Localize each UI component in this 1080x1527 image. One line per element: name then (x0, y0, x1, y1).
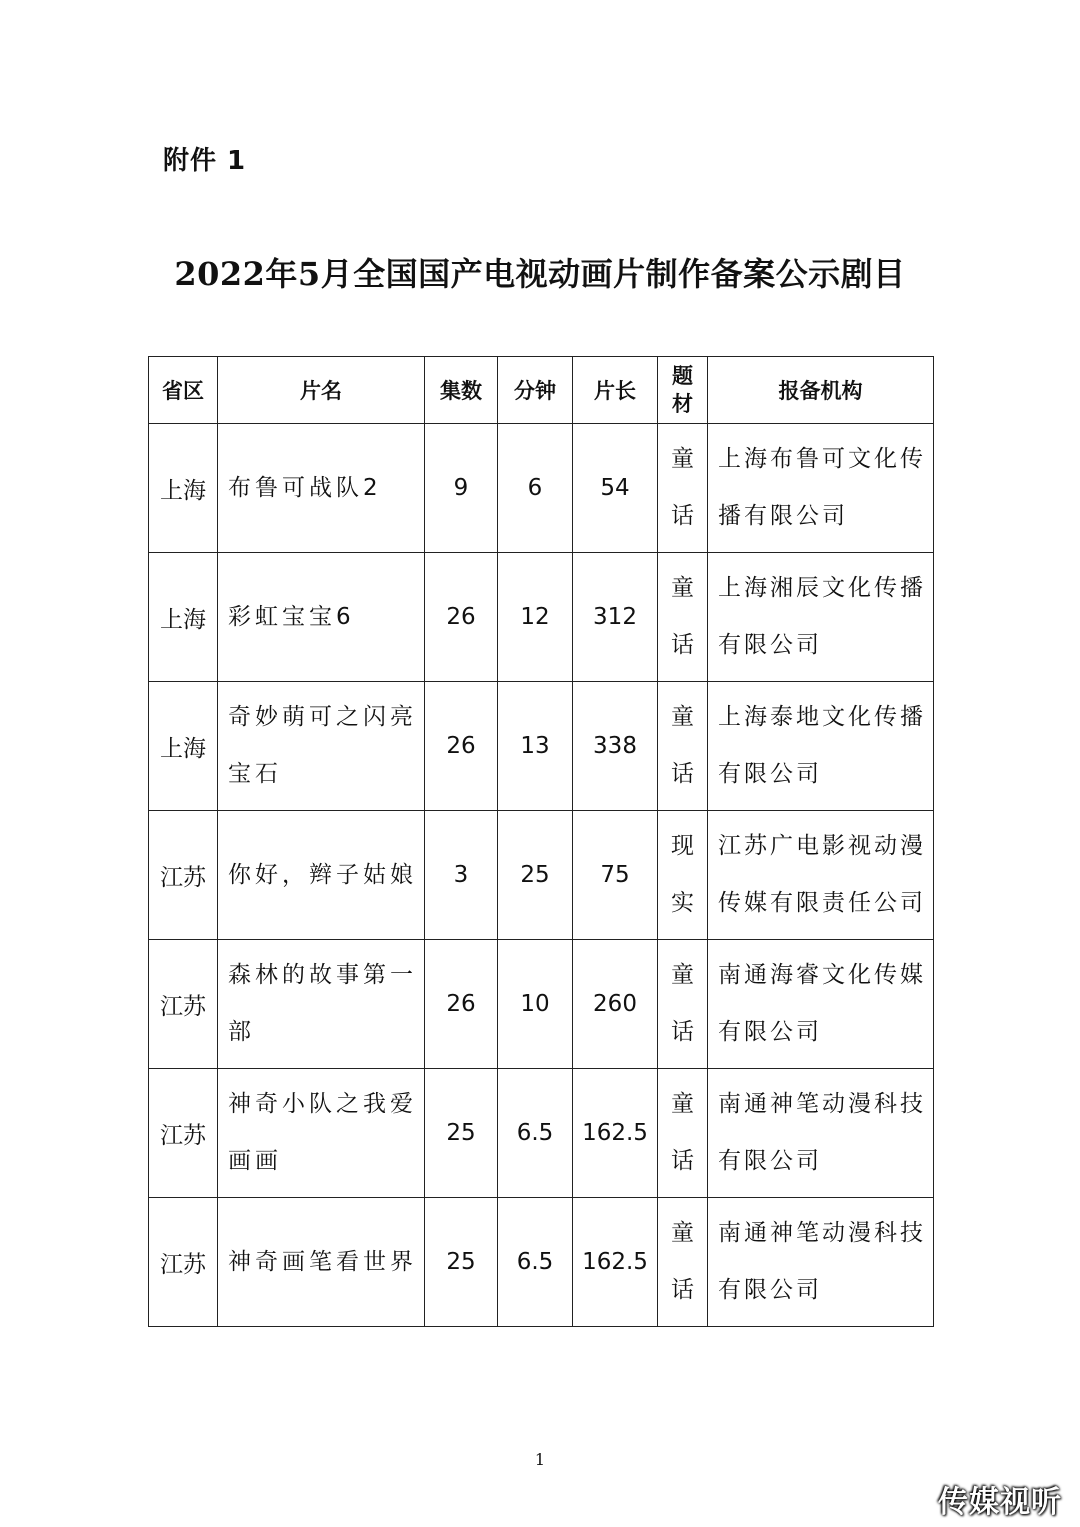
table-header-row (149, 357, 934, 424)
cell-genre-line2: 话 (671, 632, 694, 658)
cell-episodes: 26 (425, 553, 498, 682)
table-row (149, 682, 934, 811)
filing-table (148, 356, 934, 1327)
cell-province: 江苏 (149, 1069, 218, 1198)
cell-genre (658, 940, 708, 1069)
cell-episodes: 3 (425, 811, 498, 940)
cell-name: 神奇小队之我爱画画 (218, 1069, 425, 1198)
header-province: 省区 (149, 357, 218, 424)
table-row (149, 811, 934, 940)
cell-genre-line2: 话 (671, 761, 694, 787)
cell-province: 上海 (149, 553, 218, 682)
cell-episodes: 26 (425, 940, 498, 1069)
cell-length: 338 (573, 682, 658, 811)
cell-province: 江苏 (149, 940, 218, 1069)
cell-genre-line2: 话 (671, 503, 694, 529)
cell-org: 南通海睿文化传媒有限公司 (708, 940, 934, 1069)
cell-genre-line1: 童 (671, 1091, 694, 1117)
cell-genre-line2: 话 (671, 1277, 694, 1303)
document-title: 2022年5月全国国产电视动画片制作备案公示剧目 (174, 255, 906, 293)
cell-genre (658, 1198, 708, 1327)
table-row (149, 940, 934, 1069)
cell-length: 75 (573, 811, 658, 940)
cell-genre-line2: 话 (671, 1019, 694, 1045)
cell-length: 162.5 (573, 1198, 658, 1327)
cell-genre-line1: 童 (671, 446, 694, 472)
cell-org: 南通神笔动漫科技有限公司 (708, 1198, 934, 1327)
cell-genre-line1: 童 (671, 1220, 694, 1246)
table-row (149, 424, 934, 553)
cell-minutes: 10 (498, 940, 573, 1069)
cell-episodes: 25 (425, 1198, 498, 1327)
watermark-text: 传媒视听 (938, 1485, 1062, 1520)
cell-genre (658, 811, 708, 940)
cell-province: 江苏 (149, 1198, 218, 1327)
cell-episodes: 25 (425, 1069, 498, 1198)
cell-minutes: 12 (498, 553, 573, 682)
table-row (149, 553, 934, 682)
cell-genre-line1: 童 (671, 962, 694, 988)
header-genre (658, 357, 708, 424)
header-episodes: 集数 (425, 357, 498, 424)
cell-province: 江苏 (149, 811, 218, 940)
cell-genre (658, 424, 708, 553)
header-length: 片长 (573, 357, 658, 424)
cell-genre (658, 553, 708, 682)
cell-minutes: 6 (498, 424, 573, 553)
cell-org: 上海泰地文化传播有限公司 (708, 682, 934, 811)
cell-name: 布鲁可战队2 (218, 424, 425, 553)
cell-genre (658, 1069, 708, 1198)
cell-length: 312 (573, 553, 658, 682)
cell-province: 上海 (149, 424, 218, 553)
page-number: 1 (534, 1450, 546, 1469)
cell-org: 南通神笔动漫科技有限公司 (708, 1069, 934, 1198)
cell-genre (658, 682, 708, 811)
annex-label: 附件 1 (163, 146, 247, 176)
header-org: 报备机构 (708, 357, 934, 424)
cell-length: 54 (573, 424, 658, 553)
cell-org: 上海布鲁可文化传播有限公司 (708, 424, 934, 553)
cell-genre-line2: 实 (671, 890, 694, 916)
cell-org: 江苏广电影视动漫传媒有限责任公司 (708, 811, 934, 940)
table-row (149, 1069, 934, 1198)
header-name: 片名 (218, 357, 425, 424)
cell-name: 森林的故事第一部 (218, 940, 425, 1069)
cell-minutes: 6.5 (498, 1198, 573, 1327)
cell-province: 上海 (149, 682, 218, 811)
cell-org: 上海湘辰文化传播有限公司 (708, 553, 934, 682)
cell-name: 神奇画笔看世界 (218, 1198, 425, 1327)
cell-episodes: 26 (425, 682, 498, 811)
header-genre-line2: 材 (672, 392, 693, 416)
header-minutes: 分钟 (498, 357, 573, 424)
cell-length: 162.5 (573, 1069, 658, 1198)
cell-length: 260 (573, 940, 658, 1069)
cell-name: 彩虹宝宝6 (218, 553, 425, 682)
cell-minutes: 6.5 (498, 1069, 573, 1198)
table-row (149, 1198, 934, 1327)
cell-genre-line1: 现 (671, 833, 694, 859)
cell-name: 你好，辫子姑娘 (218, 811, 425, 940)
cell-genre-line2: 话 (671, 1148, 694, 1174)
cell-genre-line1: 童 (671, 575, 694, 601)
cell-episodes: 9 (425, 424, 498, 553)
cell-minutes: 25 (498, 811, 573, 940)
cell-genre-line1: 童 (671, 704, 694, 730)
cell-minutes: 13 (498, 682, 573, 811)
header-genre-line1: 题 (672, 364, 693, 388)
cell-name: 奇妙萌可之闪亮宝石 (218, 682, 425, 811)
